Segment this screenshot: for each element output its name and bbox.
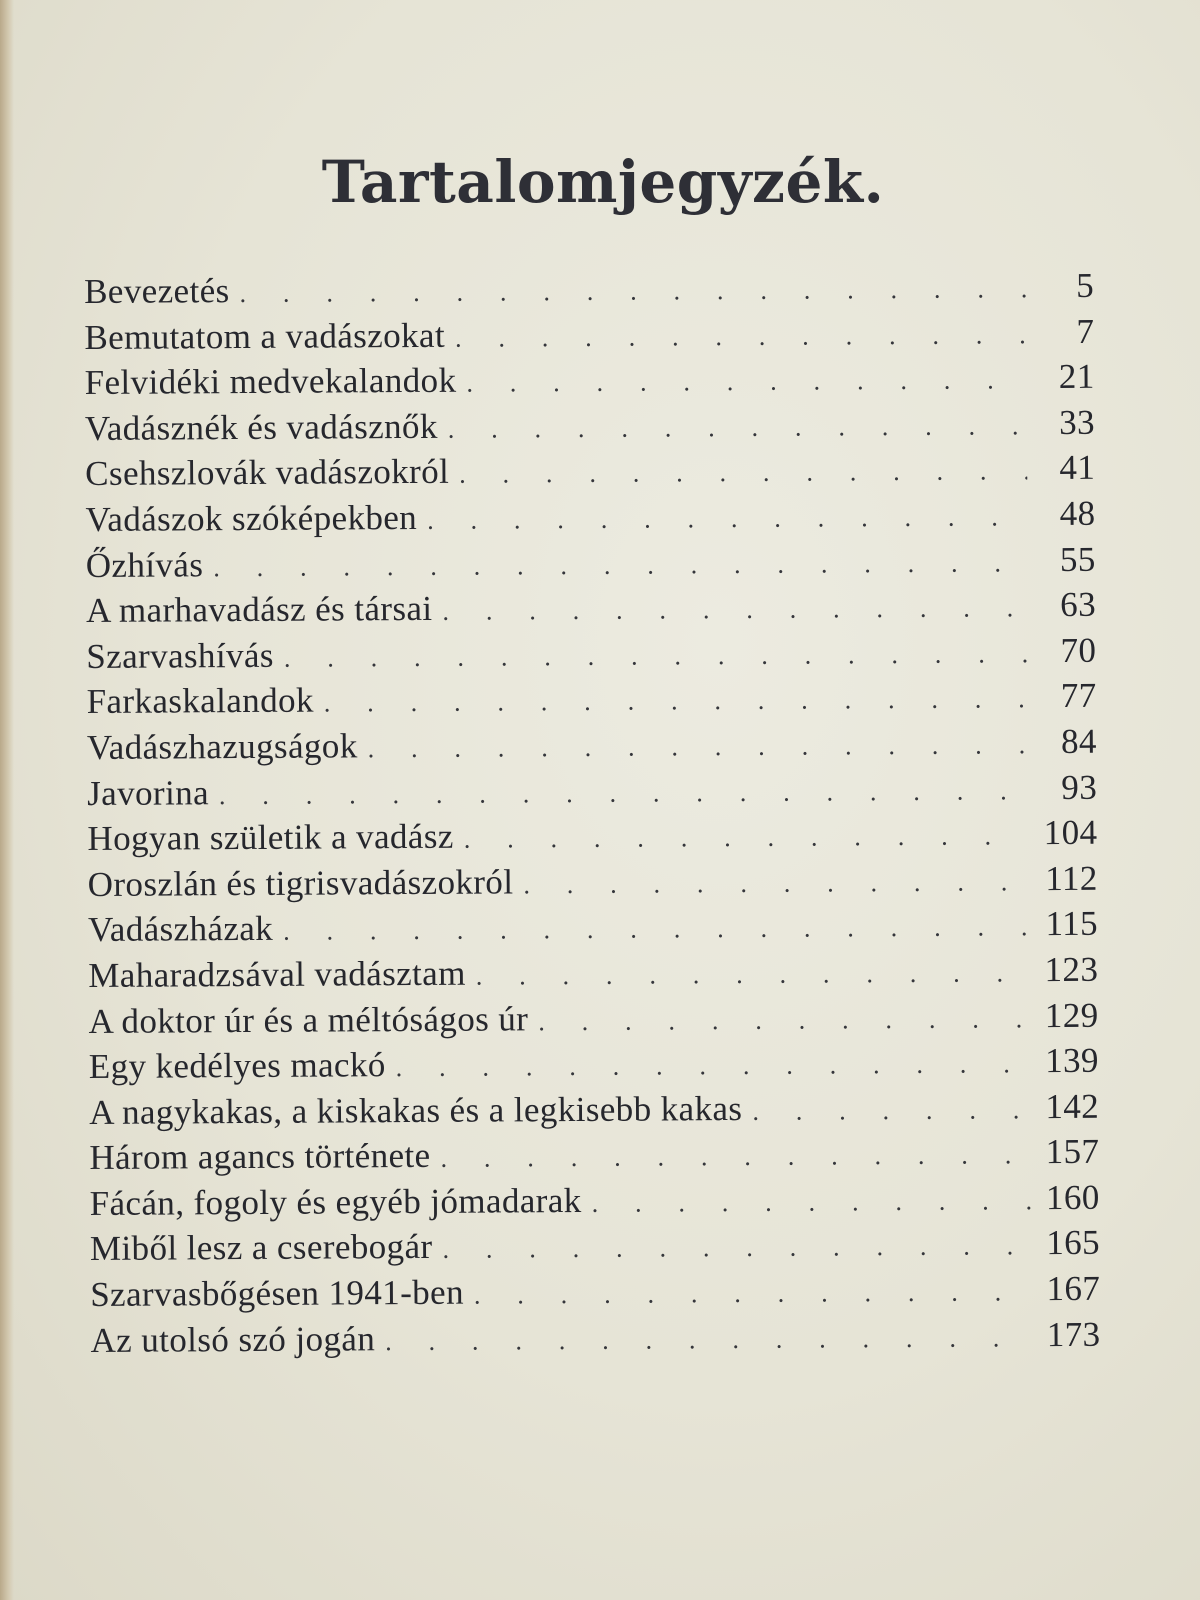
toc-entry-page-number: 139 bbox=[1045, 1040, 1099, 1081]
toc-dot-leader bbox=[448, 411, 1027, 445]
toc-entry-title: Három agancs története bbox=[89, 1136, 431, 1178]
toc-entry-title: Szarvashívás bbox=[86, 635, 274, 676]
toc-dot-leader bbox=[455, 320, 1027, 353]
toc-entry-page-number: 112 bbox=[1045, 858, 1098, 898]
toc-entry bbox=[85, 448, 1095, 500]
toc-entry-title: Javorina bbox=[87, 772, 210, 813]
toc-entry-title: Az utolsó szó jogán bbox=[90, 1318, 376, 1360]
toc-entry-title: Vadászhazugságok bbox=[86, 726, 358, 767]
toc-entry-page-number: 70 bbox=[1060, 630, 1097, 670]
toc-dot-leader bbox=[240, 274, 1027, 309]
toc-dot-leader bbox=[213, 548, 1028, 583]
toc-entry-title: Hogyan születik a vadász bbox=[87, 816, 454, 859]
toc-entry bbox=[84, 266, 1094, 318]
toc-entry-page-number: 160 bbox=[1045, 1177, 1100, 1218]
toc-entry bbox=[86, 539, 1096, 591]
toc-entry-title: Bevezetés bbox=[84, 271, 230, 311]
toc-dot-leader bbox=[474, 1277, 1032, 1310]
toc-entry bbox=[88, 995, 1098, 1047]
toc-dot-leader bbox=[592, 1186, 1032, 1219]
toc-entry bbox=[89, 1041, 1099, 1093]
toc-dot-leader bbox=[385, 1323, 1033, 1357]
toc-entry-title: Fácán, fogoly és egyéb jómadarak bbox=[89, 1180, 582, 1223]
toc-entry-title: Vadászok szóképekben bbox=[85, 497, 418, 539]
toc-entry-title: Maharadzsával vadásztam bbox=[88, 953, 466, 995]
toc-dot-leader bbox=[442, 1232, 1032, 1266]
toc-entry bbox=[88, 950, 1098, 1002]
toc-entry bbox=[87, 676, 1097, 728]
toc-dot-leader bbox=[538, 1004, 1030, 1037]
toc-entry-page-number: 7 bbox=[1076, 311, 1095, 351]
toc-entry bbox=[86, 631, 1096, 683]
toc-entry-page-number: 5 bbox=[1076, 265, 1095, 305]
page-binding-edge bbox=[0, 0, 14, 1600]
toc-entry-title: Bemutatom a vadászokat bbox=[84, 315, 446, 357]
toc-entry-page-number: 77 bbox=[1060, 676, 1097, 716]
toc-entry bbox=[90, 1178, 1100, 1230]
toc-entry bbox=[90, 1223, 1100, 1275]
toc-entry-title: A marhavadász és társai bbox=[85, 589, 433, 631]
toc-entry-title: A doktor úr és a méltóságos úr bbox=[88, 998, 529, 1041]
toc-entry bbox=[87, 813, 1097, 865]
page-title: Tartalomjegyzék. bbox=[321, 148, 885, 216]
toc-entry-page-number: 93 bbox=[1061, 767, 1098, 807]
toc-dot-leader bbox=[427, 502, 1028, 536]
toc-entry-page-number: 129 bbox=[1044, 995, 1099, 1035]
toc-entry-title: Miből lesz a cserebogár bbox=[89, 1227, 433, 1269]
toc-dot-leader bbox=[523, 867, 1030, 900]
toc-dot-leader bbox=[368, 730, 1029, 764]
toc-entry-page-number: 63 bbox=[1060, 584, 1097, 625]
toc-dot-leader bbox=[442, 593, 1028, 627]
toc-entry bbox=[85, 403, 1095, 455]
toc-entry-title: Oroszlán és tigrisvadászokról bbox=[87, 862, 514, 904]
toc-entry-title: A nagykakas, a kiskakas és a legkisebb kakas bbox=[89, 1088, 743, 1132]
toc-entry bbox=[87, 722, 1097, 774]
toc-entry-page-number: 48 bbox=[1059, 493, 1096, 534]
toc-dot-leader bbox=[283, 913, 1030, 948]
toc-dot-leader bbox=[396, 1049, 1031, 1083]
toc-dot-leader bbox=[324, 685, 1029, 719]
toc-entry bbox=[90, 1314, 1100, 1366]
toc-entry-title: Szarvasbőgésen 1941-ben bbox=[90, 1272, 465, 1315]
toc-entry bbox=[85, 494, 1095, 546]
toc-dot-leader bbox=[464, 821, 1030, 854]
toc-entry-page-number: 33 bbox=[1059, 402, 1096, 442]
toc-entry-title: Egy kedélyes mackó bbox=[88, 1045, 386, 1087]
toc-entry-page-number: 157 bbox=[1045, 1132, 1100, 1172]
table-of-contents bbox=[84, 266, 1101, 1366]
toc-dot-leader bbox=[440, 1141, 1031, 1175]
toc-entry bbox=[89, 1132, 1099, 1184]
toc-entry-title: Vadászházak bbox=[87, 909, 274, 950]
toc-entry-page-number: 123 bbox=[1044, 949, 1099, 990]
toc-dot-leader bbox=[284, 639, 1029, 674]
toc-entry-page-number: 142 bbox=[1045, 1086, 1100, 1126]
toc-entry-title: Csehszlovák vadászokról bbox=[85, 452, 450, 494]
toc-dot-leader bbox=[752, 1095, 1031, 1127]
toc-entry-page-number: 21 bbox=[1058, 357, 1095, 397]
toc-entry-title: Őzhívás bbox=[85, 544, 204, 585]
toc-entry-page-number: 104 bbox=[1043, 812, 1098, 853]
toc-entry-page-number: 41 bbox=[1059, 448, 1096, 488]
toc-entry-title: Vadásznék és vadásznők bbox=[84, 406, 438, 448]
toc-entry bbox=[90, 1269, 1100, 1321]
toc-entry-page-number: 55 bbox=[1059, 539, 1096, 579]
toc-entry-title: Felvidéki medvekalandok bbox=[84, 360, 457, 403]
toc-entry-page-number: 173 bbox=[1046, 1314, 1101, 1354]
toc-entry bbox=[88, 859, 1098, 911]
toc-dot-leader bbox=[476, 958, 1031, 991]
toc-dot-leader bbox=[459, 457, 1027, 490]
toc-entry-page-number: 165 bbox=[1046, 1223, 1101, 1263]
toc-dot-leader bbox=[219, 776, 1029, 811]
toc-dot-leader bbox=[466, 365, 1026, 398]
toc-entry-page-number: 84 bbox=[1060, 721, 1098, 761]
toc-entry bbox=[85, 357, 1095, 409]
toc-entry bbox=[86, 585, 1096, 637]
toc-entry bbox=[87, 767, 1097, 819]
toc-entry-page-number: 115 bbox=[1045, 904, 1099, 944]
toc-entry bbox=[84, 311, 1094, 363]
toc-entry bbox=[89, 1087, 1099, 1139]
toc-entry bbox=[88, 904, 1098, 956]
toc-entry-page-number: 167 bbox=[1046, 1268, 1101, 1309]
toc-entry-title: Farkaskalandok bbox=[86, 680, 314, 722]
